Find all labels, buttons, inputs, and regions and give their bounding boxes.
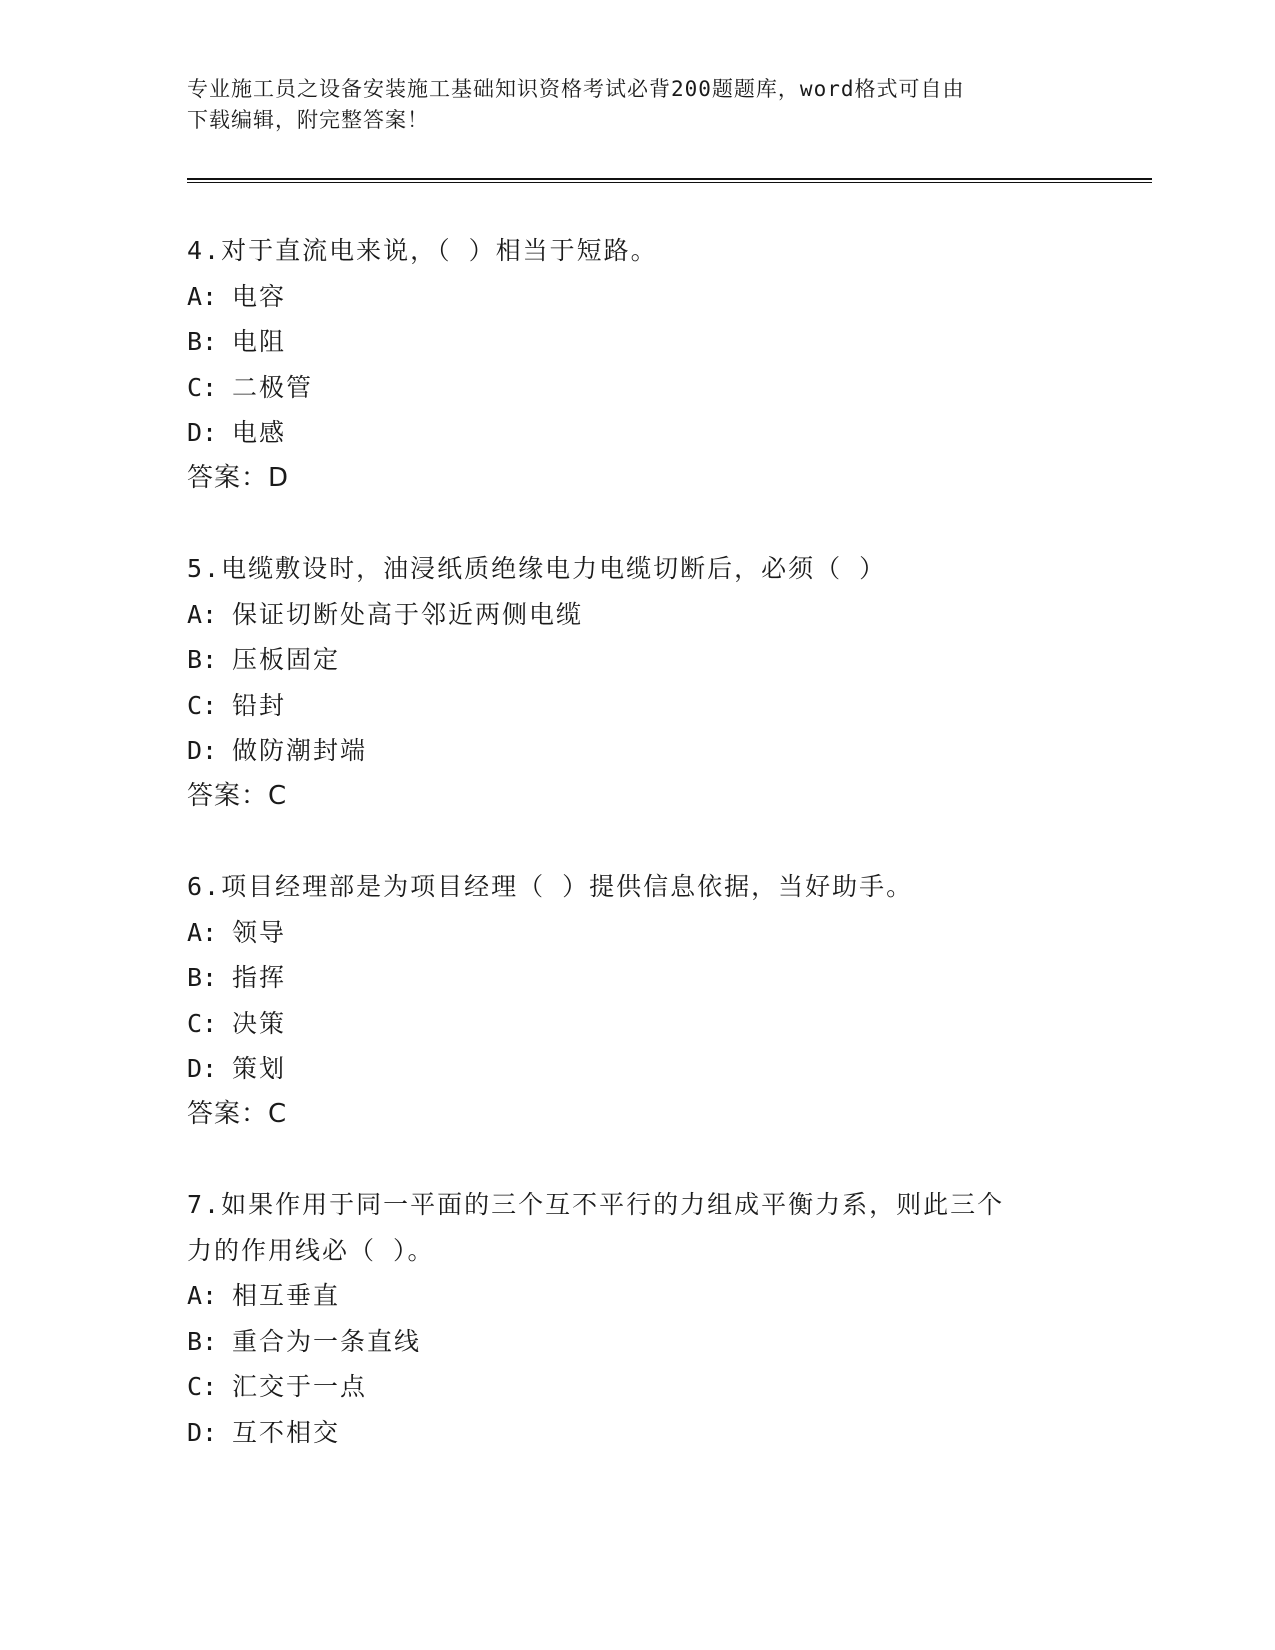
document-header: [187, 74, 1087, 136]
header-title-line-1: 专业施工员之设备安装施工基础知识资格考试必背200题题库，word格式可自由: [187, 77, 965, 101]
answer-line: 答案：C: [187, 780, 288, 811]
answer-line: 答案：C: [187, 1098, 288, 1129]
option-a: [187, 1273, 1087, 1319]
option-text: 电容: [232, 281, 287, 311]
header-divider-thin: [187, 182, 1152, 183]
option-text: 策划: [232, 1054, 287, 1083]
header-title-line-2: 下载编辑，附完整答案！: [187, 108, 429, 132]
option-letter: D:: [187, 1054, 218, 1083]
option-c: [187, 1001, 1087, 1047]
option-letter: A:: [187, 917, 218, 947]
option-c: [187, 683, 1087, 729]
option-b: [187, 637, 1087, 683]
option-text: 压板固定: [232, 645, 341, 674]
option-b: [187, 1319, 1087, 1365]
option-text: 重合为一条直线: [232, 1326, 422, 1356]
option-b: [187, 955, 1087, 1001]
option-letter: A:: [187, 599, 218, 629]
option-text: 电阻: [232, 327, 287, 356]
option-text: 领导: [232, 917, 287, 947]
option-d: [187, 1410, 1087, 1456]
option-b: [187, 319, 1087, 365]
option-c: [187, 365, 1087, 411]
option-text: 铅封: [232, 690, 287, 720]
question-7: [187, 1182, 1087, 1455]
option-letter: B:: [187, 1326, 218, 1356]
option-text: 汇交于一点: [232, 1372, 368, 1401]
option-a: [187, 910, 1087, 956]
option-letter: D:: [187, 418, 218, 447]
option-letter: D:: [187, 736, 218, 765]
option-text: 决策: [232, 1008, 287, 1038]
question-4: [187, 228, 1087, 501]
option-letter: B:: [187, 327, 218, 356]
option-d: [187, 728, 1087, 774]
option-c: [187, 1364, 1087, 1410]
question-stem-continued: 力的作用线必（ ）。: [187, 1235, 435, 1265]
question-stem: 5.电缆敷设时，油浸纸质绝缘电力电缆切断后，必须（ ）: [187, 554, 887, 583]
option-text: 指挥: [232, 963, 287, 992]
question-5: [187, 546, 1087, 819]
option-d: [187, 1046, 1087, 1092]
option-letter: A:: [187, 281, 218, 311]
option-text: 保证切断处高于邻近两侧电缆: [232, 599, 584, 629]
option-letter: C:: [187, 1372, 218, 1401]
option-letter: A:: [187, 1281, 218, 1310]
option-letter: C:: [187, 1008, 218, 1038]
option-letter: B:: [187, 963, 218, 992]
option-text: 相互垂直: [232, 1281, 341, 1310]
option-letter: C:: [187, 372, 218, 402]
question-stem: 4.对于直流电来说，（ ）相当于短路。: [187, 236, 658, 265]
option-a: [187, 592, 1087, 638]
answer-line: 答案：D: [187, 462, 290, 493]
option-a: [187, 274, 1087, 320]
option-letter: D:: [187, 1417, 218, 1447]
header-divider-thick: [187, 178, 1152, 180]
option-letter: B:: [187, 645, 218, 674]
option-text: 二极管: [232, 372, 314, 402]
option-text: 电感: [232, 418, 287, 447]
option-text: 互不相交: [232, 1417, 341, 1447]
option-text: 做防潮封端: [232, 736, 368, 765]
question-stem: 7.如果作用于同一平面的三个互不平行的力组成平衡力系，则此三个: [187, 1190, 1005, 1219]
option-d: [187, 410, 1087, 456]
question-6: [187, 864, 1087, 1137]
option-letter: C:: [187, 690, 218, 720]
question-stem: 6.项目经理部是为项目经理（ ）提供信息依据，当好助手。: [187, 872, 914, 901]
